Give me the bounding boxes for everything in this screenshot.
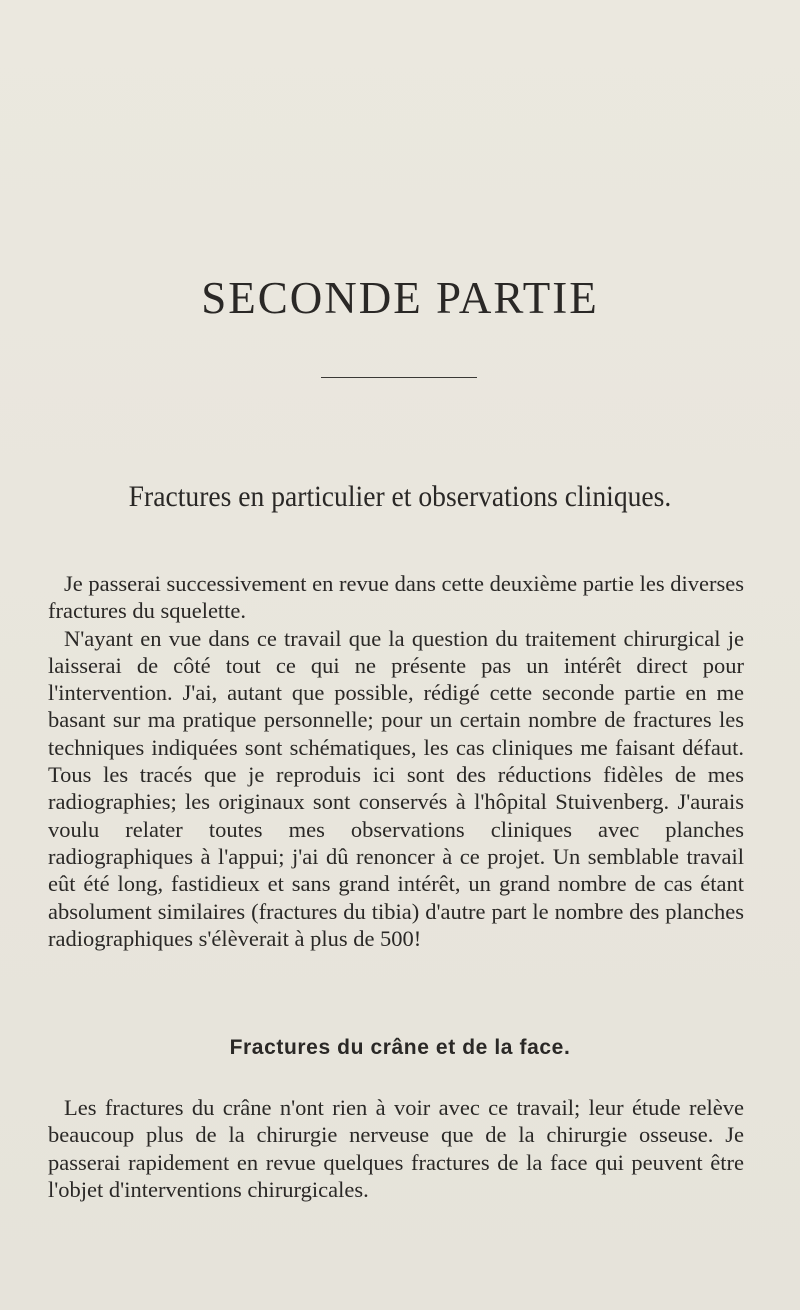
- chapter-subtitle: Fractures en particulier et observations cliniques.: [128, 480, 672, 513]
- paragraph: N'ayant en vue dans ce travail que la question du traitement chirurgical je laisserai de côté tout ce qui ne présente pas un intérêt direct pour l'intervention. J'ai, autant que possible, rédigé cette seconde partie en me basant sur ma pratique personnelle; pour un certain nombre de fractures les techniques indiquées sont schématiques, les cas cliniques me faisant défaut. Tous les tracés que je reproduis ici sont des réductions fidèles de mes radiographies; les originaux sont conservés à l'hôpital Stuivenberg. J'aurais voulu relater toutes mes observations cliniques avec planches radiographiques à l'appui; j'ai dû renoncer à ce projet. Un semblable travail eût été long, fastidieux et sans grand intérêt, un grand nombre de cas étant absolument similaires (fractures du tibia) d'autre part le nombre des planches radiographiques s'élèverait à plus de 500!: [48, 625, 744, 951]
- section-text: [48, 1094, 744, 1203]
- title-divider: [321, 377, 477, 378]
- paragraph: Je passerai successivement en revue dans cette deuxième partie les diverses fractures du squelette.: [48, 571, 744, 624]
- intro-text: [48, 570, 744, 952]
- paragraph: Les fractures du crâne n'ont rien à voir avec ce travail; leur étude relève beaucoup plus de la chirurgie nerveuse que de la chirurgie osseuse. Je passerai rapidement en revue quelques fractures de la face qui peuvent être l'objet d'interventions chirurgicales.: [48, 1095, 744, 1202]
- part-title: SECONDE PARTIE: [201, 273, 599, 323]
- section-heading: Fractures du crâne et de la face.: [229, 1036, 571, 1059]
